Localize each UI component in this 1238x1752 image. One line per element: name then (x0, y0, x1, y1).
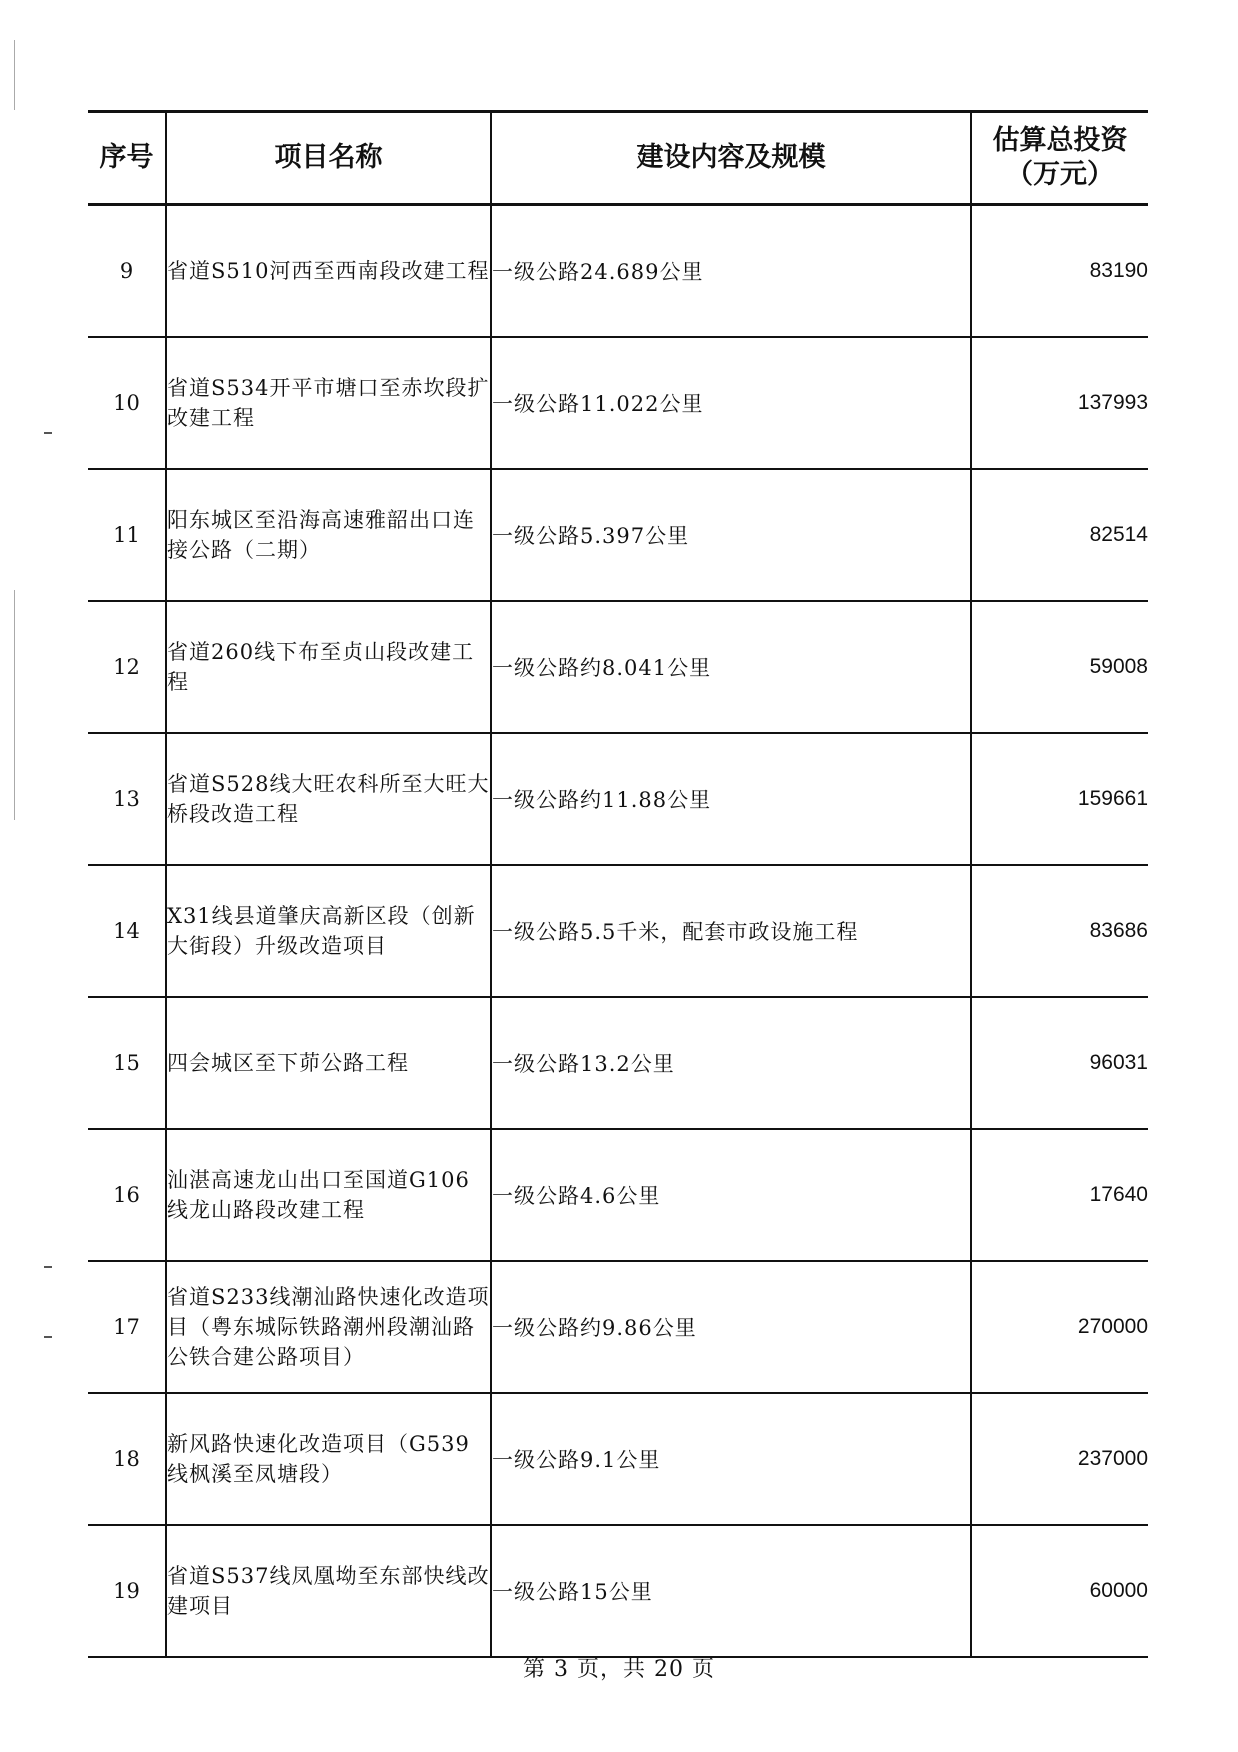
row-name: 四会城区至下茆公路工程 (166, 997, 491, 1129)
row-investment: 59008 (971, 601, 1148, 733)
row-investment: 159661 (971, 733, 1148, 865)
row-seq: 13 (88, 733, 166, 865)
row-investment: 270000 (971, 1261, 1148, 1393)
table-row (88, 865, 1148, 997)
table-row (88, 205, 1148, 338)
row-seq: 10 (88, 337, 166, 469)
scan-mark (44, 1266, 52, 1268)
row-name: 阳东城区至沿海高速雅韶出口连接公路（二期） (166, 469, 491, 601)
header-name: 项目名称 (166, 112, 491, 205)
row-seq: 19 (88, 1525, 166, 1657)
scan-edge-line (14, 590, 15, 820)
header-seq: 序号 (88, 112, 166, 205)
row-investment: 17640 (971, 1129, 1148, 1261)
row-investment: 82514 (971, 469, 1148, 601)
row-seq: 15 (88, 997, 166, 1129)
row-scope: 一级公路11.022公里 (491, 337, 971, 469)
row-name: 省道S534开平市塘口至赤坎段扩改建工程 (166, 337, 491, 469)
project-table (88, 110, 1148, 1658)
table-row (88, 1261, 1148, 1393)
row-investment: 60000 (971, 1525, 1148, 1657)
row-seq: 9 (88, 205, 166, 338)
row-scope: 一级公路9.1公里 (491, 1393, 971, 1525)
header-investment-line2: （万元） (1006, 159, 1114, 190)
row-scope: 一级公路13.2公里 (491, 997, 971, 1129)
row-scope: 一级公路5.397公里 (491, 469, 971, 601)
row-seq: 12 (88, 601, 166, 733)
header-investment (971, 112, 1148, 205)
scan-mark (44, 1336, 52, 1338)
page-number-footer: 第 3 页，共 20 页 (523, 1657, 715, 1682)
row-investment: 237000 (971, 1393, 1148, 1525)
row-seq: 16 (88, 1129, 166, 1261)
table-header-row (88, 112, 1148, 205)
table-row (88, 337, 1148, 469)
row-name: 省道S233线潮汕路快速化改造项目（粤东城际铁路潮州段潮汕路公铁合建公路项目） (166, 1261, 491, 1393)
table-row (88, 997, 1148, 1129)
row-seq: 18 (88, 1393, 166, 1525)
row-seq: 11 (88, 469, 166, 601)
table-row (88, 469, 1148, 601)
header-investment-line1: 估算总投资 (992, 125, 1128, 156)
header-scope: 建设内容及规模 (491, 112, 971, 205)
row-scope: 一级公路约8.041公里 (491, 601, 971, 733)
row-investment: 83686 (971, 865, 1148, 997)
table-row (88, 1393, 1148, 1525)
row-seq: 14 (88, 865, 166, 997)
table-row (88, 1129, 1148, 1261)
row-scope: 一级公路15公里 (491, 1525, 971, 1657)
table-row (88, 733, 1148, 865)
row-name: 省道S510河西至西南段改建工程 (166, 205, 491, 338)
row-investment: 137993 (971, 337, 1148, 469)
scan-edge-line (14, 40, 15, 110)
row-name: 省道S537线凤凰坳至东部快线改建项目 (166, 1525, 491, 1657)
scan-mark (44, 432, 52, 434)
row-name: X31线县道肇庆高新区段（创新大街段）升级改造项目 (166, 865, 491, 997)
table-row (88, 601, 1148, 733)
row-name: 汕湛高速龙山出口至国道G106线龙山路段改建工程 (166, 1129, 491, 1261)
row-name: 省道S528线大旺农科所至大旺大桥段改造工程 (166, 733, 491, 865)
row-scope: 一级公路约9.86公里 (491, 1261, 971, 1393)
row-seq: 17 (88, 1261, 166, 1393)
row-scope: 一级公路4.6公里 (491, 1129, 971, 1261)
row-scope: 一级公路24.689公里 (491, 205, 971, 338)
row-scope: 一级公路5.5千米，配套市政设施工程 (491, 865, 971, 997)
row-name: 省道260线下布至贞山段改建工程 (166, 601, 491, 733)
row-scope: 一级公路约11.88公里 (491, 733, 971, 865)
row-investment: 83190 (971, 205, 1148, 338)
row-investment: 96031 (971, 997, 1148, 1129)
row-name: 新风路快速化改造项目（G539线枫溪至凤塘段） (166, 1393, 491, 1525)
table-row (88, 1525, 1148, 1657)
